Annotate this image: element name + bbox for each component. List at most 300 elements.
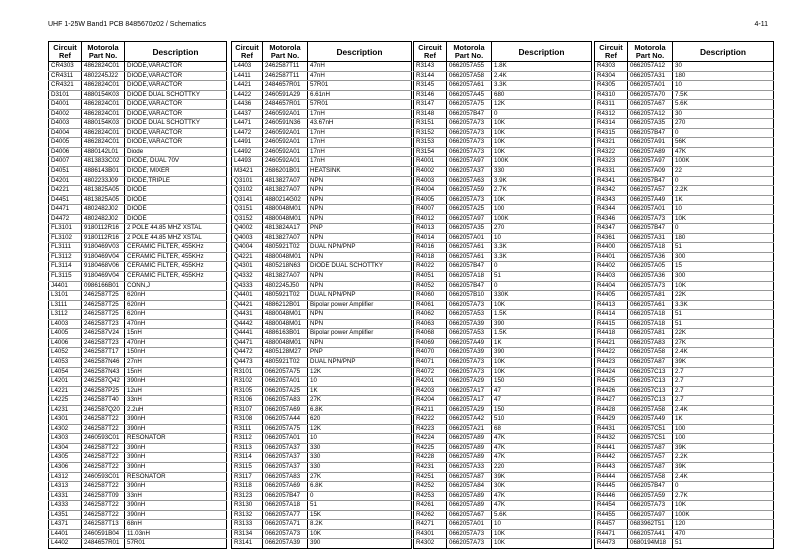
part-number-cell: 0662057B47 — [628, 128, 673, 138]
description-cell: 3.3K — [492, 252, 592, 262]
part-number-cell: 0662057A33 — [447, 462, 492, 472]
table-row — [49, 367, 227, 377]
description-cell: 33nH — [125, 396, 227, 406]
part-number-cell: 4886163B01 — [263, 329, 308, 339]
circuit-ref-cell: R4418 — [595, 329, 628, 339]
table-row — [414, 482, 592, 492]
table-row — [232, 415, 412, 425]
circuit-ref-cell: R4222 — [414, 415, 447, 425]
description-cell: 15 — [673, 262, 774, 272]
part-number-cell: 0662057A45 — [447, 90, 492, 100]
description-cell: DIODE DUAL SCHOTTKY — [125, 119, 227, 129]
description-cell: 150 — [492, 405, 592, 415]
description-cell: 470nH — [125, 319, 227, 329]
circuit-ref-cell: R4069 — [414, 338, 447, 348]
part-number-cell: 0662057A18 — [263, 501, 308, 511]
description-cell: 57R01 — [127, 539, 146, 547]
circuit-ref-cell: R4402 — [595, 262, 628, 272]
part-number-cell: 9180112R16 — [82, 224, 125, 234]
table-row — [49, 109, 227, 119]
description-cell: 10K — [492, 119, 592, 129]
part-number-cell: 0662057A05 — [628, 262, 673, 272]
description-cell: DIODE, MIXER — [125, 167, 227, 177]
table-row — [49, 520, 227, 530]
description-cell: DIODE,VARACTOR — [125, 81, 227, 91]
table-row — [232, 319, 412, 329]
circuit-ref-cell: R4305 — [595, 81, 628, 91]
part-number-cell: 0662057A63 — [447, 176, 492, 186]
part-number-cell: 4813825A05 — [82, 186, 125, 196]
circuit-ref-cell: R4347 — [595, 224, 628, 234]
description-cell: DIODE DUAL SCHOTTKY — [125, 90, 227, 100]
table-row — [414, 147, 592, 157]
table-header-row — [232, 42, 412, 62]
description-cell: HEATSINK — [308, 167, 412, 177]
table-row — [49, 424, 227, 434]
circuit-ref-cell: L4005 — [49, 329, 82, 339]
table-row — [49, 176, 227, 186]
circuit-ref-cell: L4305 — [49, 453, 82, 463]
circuit-ref-cell: L4436 — [232, 100, 263, 110]
description-cell: 0 — [308, 491, 412, 501]
circuit-ref-cell: L4411 — [232, 71, 263, 81]
description-cell: CONN,J — [125, 281, 227, 291]
circuit-ref-cell: R3106 — [232, 396, 263, 406]
part-number-cell: 0662057A89 — [447, 501, 492, 511]
table-row — [595, 482, 774, 492]
table-row — [414, 62, 592, 72]
description-cell: 390nH — [125, 415, 227, 425]
circuit-ref-cell: R4401 — [595, 252, 628, 262]
description-cell: 30K — [492, 482, 592, 492]
table-row — [232, 310, 412, 320]
table-row — [232, 176, 412, 186]
circuit-ref-cell: R3134 — [232, 529, 263, 539]
part-number-cell: 0662057A53 — [447, 310, 492, 320]
part-number-cell: 9180468V06 — [82, 262, 125, 272]
table-row — [595, 357, 774, 367]
circuit-ref-cell: R4068 — [414, 329, 447, 339]
table-row — [595, 329, 774, 339]
part-number-cell: 2686201B01 — [263, 167, 308, 177]
part-number-cell: 2462587T22 — [82, 482, 125, 492]
description-cell: 51 — [673, 310, 774, 320]
part-number-cell: 2462587T11 — [263, 71, 308, 81]
table-row — [414, 319, 592, 329]
table-row — [232, 281, 412, 291]
table-row — [232, 472, 412, 482]
part-number-cell: 4862824C01 — [82, 109, 125, 119]
table-row — [414, 176, 592, 186]
table-row — [49, 214, 227, 224]
description-cell: 0 — [492, 262, 592, 272]
description-cell: 10K — [492, 367, 592, 377]
table-row — [595, 252, 774, 262]
circuit-ref-cell: R4400 — [595, 243, 628, 253]
part-number-cell: 2460591N36 — [263, 119, 308, 129]
part-number-cell: 0662057A83 — [263, 472, 308, 482]
part-number-cell: 2460592A01 — [263, 138, 308, 148]
circuit-ref-cell: R4001 — [414, 157, 447, 167]
description-cell: 51 — [673, 319, 774, 329]
table-row — [232, 272, 412, 282]
circuit-ref-cell: R4425 — [595, 377, 628, 387]
description-cell: 390nH — [125, 424, 227, 434]
part-number-cell: 4813827A07 — [263, 233, 308, 243]
table-row — [414, 100, 592, 110]
table-row — [232, 138, 412, 148]
table-row — [595, 367, 774, 377]
circuit-ref-cell: L4472 — [232, 128, 263, 138]
part-number-cell: 0662057A58 — [628, 348, 673, 358]
description-cell: 470nH — [125, 338, 227, 348]
description-cell: 620 — [308, 415, 412, 425]
part-number-cell: 4813833C02 — [82, 157, 125, 167]
circuit-ref-cell: Q4431 — [232, 310, 263, 320]
part-number-cell: 0662057A67 — [447, 510, 492, 520]
description-cell: 620nH — [125, 300, 227, 310]
part-number-cell: 0662057A73 — [447, 138, 492, 148]
part-number-cell: 0662057A58 — [628, 405, 673, 415]
description-cell: 100 — [492, 205, 592, 215]
circuit-ref-cell: R3111 — [232, 424, 263, 434]
description-cell: NPN — [308, 310, 412, 320]
part-number-cell: 0662057A91 — [628, 138, 673, 148]
table-row — [49, 348, 227, 358]
table-row — [49, 272, 227, 282]
table-row — [595, 300, 774, 310]
table-row — [232, 338, 412, 348]
description-cell: 1K — [308, 386, 412, 396]
table-row — [49, 252, 227, 262]
description-cell: PNP — [308, 348, 412, 358]
part-number-cell: 0662057A35 — [447, 224, 492, 234]
table-row — [49, 186, 227, 196]
part-number-cell: 4805921T02 — [263, 357, 308, 367]
part-number-cell: 0662057B47 — [628, 176, 673, 186]
description-cell: 150nH — [125, 348, 227, 358]
circuit-ref-cell: Q4441 — [232, 329, 263, 339]
part-number-cell: 0662057A57 — [628, 186, 673, 196]
table-row — [232, 195, 412, 205]
description-cell: 470 — [673, 529, 774, 539]
table-row — [595, 501, 774, 511]
part-number-cell: 2462587N43 — [82, 367, 125, 377]
table-row — [49, 501, 227, 511]
circuit-ref-cell: L4402 — [49, 539, 82, 549]
table-row — [414, 367, 592, 377]
circuit-ref-cell: R4004 — [414, 186, 447, 196]
part-number-cell: 0662057A97 — [447, 214, 492, 224]
part-number-cell: 0662057A75 — [447, 100, 492, 110]
part-number-cell: 2462587T40 — [82, 396, 125, 406]
circuit-ref-cell: R4429 — [595, 415, 628, 425]
circuit-ref-cell: R4225 — [414, 443, 447, 453]
part-number-cell: 0662057A18 — [628, 310, 673, 320]
circuit-ref-cell: CR4311 — [49, 71, 82, 81]
part-number-cell: 0662057A73 — [447, 367, 492, 377]
part-number-cell: 0662057A37 — [263, 443, 308, 453]
circuit-ref-cell: L4492 — [232, 147, 263, 157]
table-row — [49, 167, 227, 177]
part-number-cell: 4886212B01 — [263, 300, 308, 310]
description-cell: 6.8K — [308, 482, 412, 492]
circuit-ref-cell: L4225 — [49, 396, 82, 406]
part-number-cell: 2462587T13 — [82, 520, 125, 530]
part-number-cell: 2462587N46 — [82, 357, 125, 367]
circuit-ref-cell: D4471 — [49, 205, 82, 215]
part-number-cell: 0662057A18 — [447, 272, 492, 282]
circuit-ref-cell: L4437 — [232, 109, 263, 119]
description-cell: 100K — [492, 157, 592, 167]
part-number-cell: 0662057A17 — [447, 386, 492, 396]
part-number-cell: 2462587T11 — [263, 62, 308, 72]
circuit-ref-cell: R4051 — [414, 272, 447, 282]
circuit-ref-cell: D4451 — [49, 195, 82, 205]
table-row — [414, 357, 592, 367]
table-row — [49, 415, 227, 425]
table-row — [414, 386, 592, 396]
table-row — [232, 357, 412, 367]
description-cell: 100K — [673, 510, 774, 520]
parts-table-4 — [594, 41, 774, 549]
description-cell: 3.3K — [492, 243, 592, 253]
circuit-ref-cell: R4314 — [595, 119, 628, 129]
description-cell: 39K — [673, 357, 774, 367]
part-number-cell: 0662057A71 — [263, 520, 308, 530]
table-row — [414, 81, 592, 91]
part-number-cell: 0662057A73 — [628, 281, 673, 291]
table-row — [232, 147, 412, 157]
part-number-cell: 0662057A97 — [447, 157, 492, 167]
part-number-cell: 4802482J02 — [82, 214, 125, 224]
description-cell: 390nH — [125, 482, 227, 492]
description-cell: 47 — [492, 386, 592, 396]
description-cell: 100 — [673, 434, 774, 444]
part-number-cell: 2484657R01 — [263, 81, 308, 91]
part-number-cell: 0662057A73 — [447, 300, 492, 310]
circuit-ref-cell: R3146 — [414, 90, 447, 100]
circuit-ref-cell: R4261 — [414, 501, 447, 511]
part-number-cell: 9180469V04 — [82, 252, 125, 262]
description-cell: 17nH — [308, 109, 412, 119]
table-row — [232, 205, 412, 215]
table-row — [232, 520, 412, 530]
part-number-cell: 0662057A58 — [628, 472, 673, 482]
part-number-cell: 0662057A69 — [263, 482, 308, 492]
circuit-ref-cell: L4303 — [49, 434, 82, 444]
table-row — [232, 128, 412, 138]
part-number-cell: 2462587P25 — [82, 386, 125, 396]
description-cell: 390nH — [125, 443, 227, 453]
part-number-cell: 0662057B47 — [447, 109, 492, 119]
table-row — [49, 319, 227, 329]
table-row — [595, 272, 774, 282]
part-number-cell: 0662057A73 — [447, 119, 492, 129]
part-number-cell: 0662057A12 — [628, 109, 673, 119]
table-header-row — [49, 42, 227, 62]
table-row — [232, 167, 412, 177]
table-row — [232, 100, 412, 110]
circuit-ref-cell: L4053 — [49, 357, 82, 367]
circuit-ref-cell: Q4332 — [232, 272, 263, 282]
description-cell: DIODE,VARACTOR — [125, 71, 227, 81]
description-cell: 1K — [673, 415, 774, 425]
table-row — [595, 128, 774, 138]
table-row — [49, 338, 227, 348]
part-number-cell: 0662057A53 — [447, 329, 492, 339]
circuit-ref-cell: R3105 — [232, 386, 263, 396]
description-cell: 17nH — [308, 157, 412, 167]
table-row — [49, 405, 227, 415]
part-number-cell: 0662057A83 — [263, 396, 308, 406]
description-cell: 180 — [673, 233, 774, 243]
description-cell: 620nH — [125, 291, 227, 301]
part-number-cell: 0662057A87 — [628, 443, 673, 453]
circuit-ref-cell: L4351 — [49, 510, 82, 520]
description-cell: DUAL NPN/PNP — [308, 357, 412, 367]
part-number-cell: 4880048M01 — [263, 319, 308, 329]
table-row — [414, 415, 592, 425]
circuit-ref-cell: R4052 — [414, 281, 447, 291]
part-number-header: Motorola Part No. — [447, 42, 492, 62]
part-number-cell: 0662057A87 — [628, 462, 673, 472]
description-cell: 10K — [673, 281, 774, 291]
circuit-ref-cell: R4018 — [414, 252, 447, 262]
circuit-ref-cell: R4262 — [414, 510, 447, 520]
part-number-cell: 0662057A01 — [447, 520, 492, 530]
part-number-cell: 0662057A37 — [447, 167, 492, 177]
description-cell: 2.7K — [673, 491, 774, 501]
table-row — [595, 157, 774, 167]
circuit-ref-cell: R4443 — [595, 462, 628, 472]
table-row — [595, 119, 774, 129]
table-row — [232, 434, 412, 444]
circuit-ref-cell: R3114 — [232, 453, 263, 463]
table-row — [49, 377, 227, 387]
part-number-cell: 0662057A39 — [447, 348, 492, 358]
description-cell: 39K — [673, 443, 774, 453]
circuit-ref-cell: L4371 — [49, 520, 82, 530]
table-row — [595, 462, 774, 472]
table-row — [414, 205, 592, 215]
circuit-ref-cell: R4005 — [414, 195, 447, 205]
circuit-ref-cell: R3153 — [414, 138, 447, 148]
description-cell: 5.6K — [492, 510, 592, 520]
description-cell: 2.2K — [673, 453, 774, 463]
table-row — [232, 71, 412, 81]
circuit-ref-cell: R4346 — [595, 214, 628, 224]
part-number-cell: 0662057A97 — [628, 157, 673, 167]
circuit-ref-cell: D4006 — [49, 147, 82, 157]
description-cell: 300 — [673, 272, 774, 282]
circuit-ref-cell: L4403 — [232, 62, 263, 72]
circuit-ref-cell: L4493 — [232, 157, 263, 167]
circuit-ref-cell: R4421 — [595, 338, 628, 348]
table-row — [414, 71, 592, 81]
part-number-cell: 2462587Q42 — [82, 377, 125, 387]
part-number-cell: 0662057C51 — [628, 434, 673, 444]
circuit-ref-cell: R4252 — [414, 482, 447, 492]
description-cell: 17nH — [308, 138, 412, 148]
description-cell: DIODE,VARACTOR — [125, 109, 227, 119]
description-cell: DIODE — [125, 186, 227, 196]
circuit-ref-cell: R4302 — [414, 539, 447, 549]
description-cell: 12K — [308, 367, 412, 377]
table-row — [232, 462, 412, 472]
circuit-ref-header: Circuit Ref — [595, 42, 628, 62]
description-cell: 51 — [673, 243, 774, 253]
part-number-cell: 2462587T22 — [82, 462, 125, 472]
circuit-ref-cell: R4014 — [414, 233, 447, 243]
circuit-ref-cell: L4003 — [49, 319, 82, 329]
part-number-cell: 0662057A57 — [628, 453, 673, 463]
table-row — [49, 529, 227, 539]
part-number-cell: 0662057A73 — [447, 357, 492, 367]
description-header: Description — [125, 42, 227, 62]
table-row — [595, 424, 774, 434]
table-row — [595, 377, 774, 387]
part-number-cell: 4862824C01 — [82, 100, 125, 110]
table-row — [49, 491, 227, 501]
circuit-ref-cell: FL3102 — [49, 233, 82, 243]
circuit-ref-cell: R4062 — [414, 310, 447, 320]
part-number-cell: 2462587T23 — [82, 338, 125, 348]
part-number-cell: 2462587T22 — [82, 453, 125, 463]
part-number-cell: 0662057B47 — [263, 491, 308, 501]
circuit-ref-cell: L3112 — [49, 310, 82, 320]
table-row — [414, 138, 592, 148]
circuit-ref-cell: R4442 — [595, 453, 628, 463]
part-number-cell: 0662057C13 — [628, 396, 673, 406]
part-number-cell: 0662057A49 — [447, 338, 492, 348]
circuit-ref-cell: M3421 — [232, 167, 263, 177]
description-cell: 330 — [308, 453, 412, 463]
part-number-cell: 0662057A31 — [628, 233, 673, 243]
description-cell: Diode — [125, 147, 227, 157]
description-cell: 390nH — [125, 501, 227, 511]
circuit-ref-cell: Q4473 — [232, 357, 263, 367]
description-cell: 10K — [492, 529, 592, 539]
document-title: UHF 1-25W Band1 PCB 8485670z02 / Schematics — [48, 21, 206, 28]
description-cell: 68 — [492, 424, 592, 434]
table-row — [414, 472, 592, 482]
circuit-ref-cell: L4306 — [49, 462, 82, 472]
table-row — [595, 167, 774, 177]
circuit-ref-cell: R4016 — [414, 243, 447, 253]
table-row — [414, 214, 592, 224]
circuit-ref-cell: R4426 — [595, 386, 628, 396]
part-number-cell: 0662057A73 — [447, 529, 492, 539]
table-row — [595, 214, 774, 224]
table-row — [49, 443, 227, 453]
table-row — [232, 453, 412, 463]
description-cell: 2.7 — [673, 367, 774, 377]
part-number-cell: 0662057A18 — [628, 319, 673, 329]
circuit-ref-cell: R4072 — [414, 367, 447, 377]
circuit-ref-cell: D4007 — [49, 157, 82, 167]
part-number-cell: 2462587T22 — [82, 415, 125, 425]
part-number-cell: 0662057A89 — [447, 443, 492, 453]
description-cell: 47nH — [308, 62, 412, 72]
part-number-cell: 0662057A44 — [263, 415, 308, 425]
table-row — [49, 71, 227, 81]
circuit-ref-cell: R3112 — [232, 434, 263, 444]
circuit-ref-cell: R4342 — [595, 186, 628, 196]
description-cell: 10 — [673, 205, 774, 215]
description-cell: 27K — [308, 472, 412, 482]
circuit-ref-cell: R4405 — [595, 291, 628, 301]
